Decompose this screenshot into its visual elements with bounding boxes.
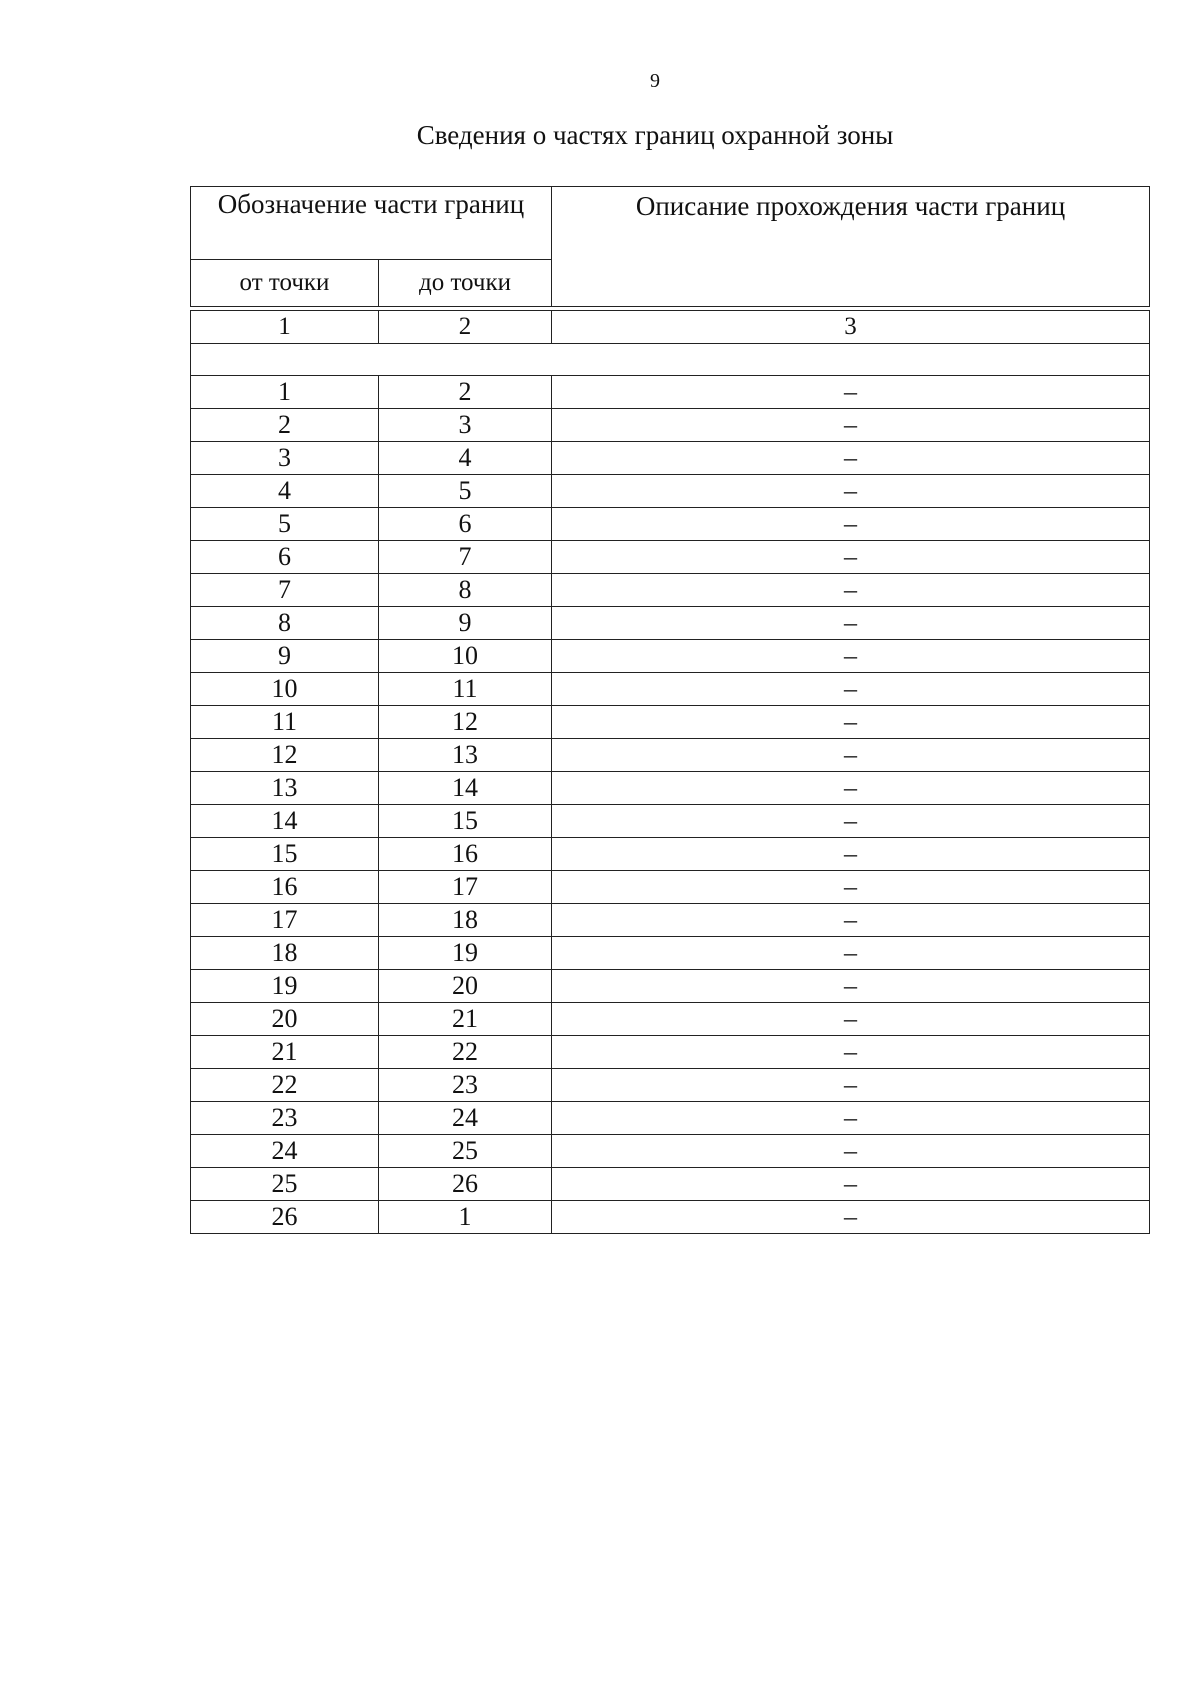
description-cell: – <box>552 508 1150 541</box>
from-point-cell: 1 <box>191 376 379 409</box>
to-point-cell: 20 <box>379 970 552 1003</box>
to-point-cell: 11 <box>379 673 552 706</box>
description-cell: – <box>552 640 1150 673</box>
description-cell: – <box>552 409 1150 442</box>
table-row <box>191 508 1150 541</box>
to-point-cell: 22 <box>379 1036 552 1069</box>
description-cell: – <box>552 475 1150 508</box>
table-row <box>191 475 1150 508</box>
to-point-cell: 7 <box>379 541 552 574</box>
to-point-cell: 15 <box>379 805 552 838</box>
column-number-3: 3 <box>552 311 1150 344</box>
to-point-cell: 23 <box>379 1069 552 1102</box>
description-cell: – <box>552 442 1150 475</box>
from-point-cell: 4 <box>191 475 379 508</box>
to-point-cell: 24 <box>379 1102 552 1135</box>
to-point-cell: 19 <box>379 937 552 970</box>
table-row <box>191 409 1150 442</box>
from-point-cell: 6 <box>191 541 379 574</box>
to-point-cell: 17 <box>379 871 552 904</box>
description-cell: – <box>552 838 1150 871</box>
to-point-cell: 13 <box>379 739 552 772</box>
description-cell: – <box>552 541 1150 574</box>
from-point-cell: 14 <box>191 805 379 838</box>
table-body <box>191 376 1150 1234</box>
from-point-cell: 21 <box>191 1036 379 1069</box>
from-point-cell: 3 <box>191 442 379 475</box>
column-number-2: 2 <box>379 311 552 344</box>
table-row <box>191 1168 1150 1201</box>
table-row <box>191 970 1150 1003</box>
description-cell: – <box>552 1201 1150 1234</box>
empty-section-row <box>191 344 1150 376</box>
from-point-cell: 15 <box>191 838 379 871</box>
to-point-cell: 9 <box>379 607 552 640</box>
table-row <box>191 1102 1150 1135</box>
to-point-cell: 3 <box>379 409 552 442</box>
description-cell: – <box>552 607 1150 640</box>
table-row <box>191 772 1150 805</box>
table-row <box>191 1201 1150 1234</box>
description-cell: – <box>552 1135 1150 1168</box>
to-point-cell: 12 <box>379 706 552 739</box>
to-point-cell: 1 <box>379 1201 552 1234</box>
table-row <box>191 1135 1150 1168</box>
table-row <box>191 1003 1150 1036</box>
description-cell: – <box>552 574 1150 607</box>
description-cell: – <box>552 904 1150 937</box>
table-row <box>191 871 1150 904</box>
to-point-cell: 25 <box>379 1135 552 1168</box>
description-cell: – <box>552 1069 1150 1102</box>
to-point-cell: 18 <box>379 904 552 937</box>
from-point-cell: 16 <box>191 871 379 904</box>
header-to-point: до точки <box>379 260 552 307</box>
from-point-cell: 26 <box>191 1201 379 1234</box>
table-row <box>191 640 1150 673</box>
description-cell: – <box>552 970 1150 1003</box>
description-cell: – <box>552 673 1150 706</box>
to-point-cell: 10 <box>379 640 552 673</box>
column-number-1: 1 <box>191 311 379 344</box>
table-row <box>191 574 1150 607</box>
table-header <box>191 187 1150 376</box>
description-cell: – <box>552 739 1150 772</box>
to-point-cell: 26 <box>379 1168 552 1201</box>
from-point-cell: 12 <box>191 739 379 772</box>
table-row <box>191 838 1150 871</box>
from-point-cell: 19 <box>191 970 379 1003</box>
to-point-cell: 4 <box>379 442 552 475</box>
description-cell: – <box>552 805 1150 838</box>
to-point-cell: 6 <box>379 508 552 541</box>
header-boundary-description: Описание прохождения части границ <box>552 187 1150 307</box>
table-row <box>191 739 1150 772</box>
to-point-cell: 21 <box>379 1003 552 1036</box>
from-point-cell: 24 <box>191 1135 379 1168</box>
description-cell: – <box>552 1102 1150 1135</box>
description-cell: – <box>552 1003 1150 1036</box>
table-row <box>191 376 1150 409</box>
description-cell: – <box>552 871 1150 904</box>
from-point-cell: 23 <box>191 1102 379 1135</box>
from-point-cell: 18 <box>191 937 379 970</box>
from-point-cell: 20 <box>191 1003 379 1036</box>
table-row <box>191 706 1150 739</box>
from-point-cell: 2 <box>191 409 379 442</box>
table-row <box>191 937 1150 970</box>
from-point-cell: 25 <box>191 1168 379 1201</box>
to-point-cell: 8 <box>379 574 552 607</box>
from-point-cell: 10 <box>191 673 379 706</box>
to-point-cell: 14 <box>379 772 552 805</box>
boundary-parts-table-container <box>190 186 1150 1234</box>
document-title: Сведения о частях границ охранной зоны <box>416 120 894 150</box>
from-point-cell: 13 <box>191 772 379 805</box>
from-point-cell: 22 <box>191 1069 379 1102</box>
description-cell: – <box>552 772 1150 805</box>
page-number: 9 <box>650 70 660 92</box>
from-point-cell: 11 <box>191 706 379 739</box>
table-row <box>191 1069 1150 1102</box>
table-row <box>191 442 1150 475</box>
table-row <box>191 607 1150 640</box>
table-row <box>191 1036 1150 1069</box>
from-point-cell: 8 <box>191 607 379 640</box>
description-cell: – <box>552 706 1150 739</box>
to-point-cell: 5 <box>379 475 552 508</box>
description-cell: – <box>552 1168 1150 1201</box>
description-cell: – <box>552 376 1150 409</box>
header-from-point: от точки <box>191 260 379 307</box>
table-row <box>191 904 1150 937</box>
from-point-cell: 17 <box>191 904 379 937</box>
table-row <box>191 805 1150 838</box>
from-point-cell: 9 <box>191 640 379 673</box>
boundary-parts-table <box>190 186 1150 1234</box>
to-point-cell: 2 <box>379 376 552 409</box>
description-cell: – <box>552 1036 1150 1069</box>
description-cell: – <box>552 937 1150 970</box>
table-row <box>191 673 1150 706</box>
to-point-cell: 16 <box>379 838 552 871</box>
header-boundary-designation: Обозначение части границ <box>191 187 552 260</box>
from-point-cell: 5 <box>191 508 379 541</box>
from-point-cell: 7 <box>191 574 379 607</box>
table-row <box>191 541 1150 574</box>
